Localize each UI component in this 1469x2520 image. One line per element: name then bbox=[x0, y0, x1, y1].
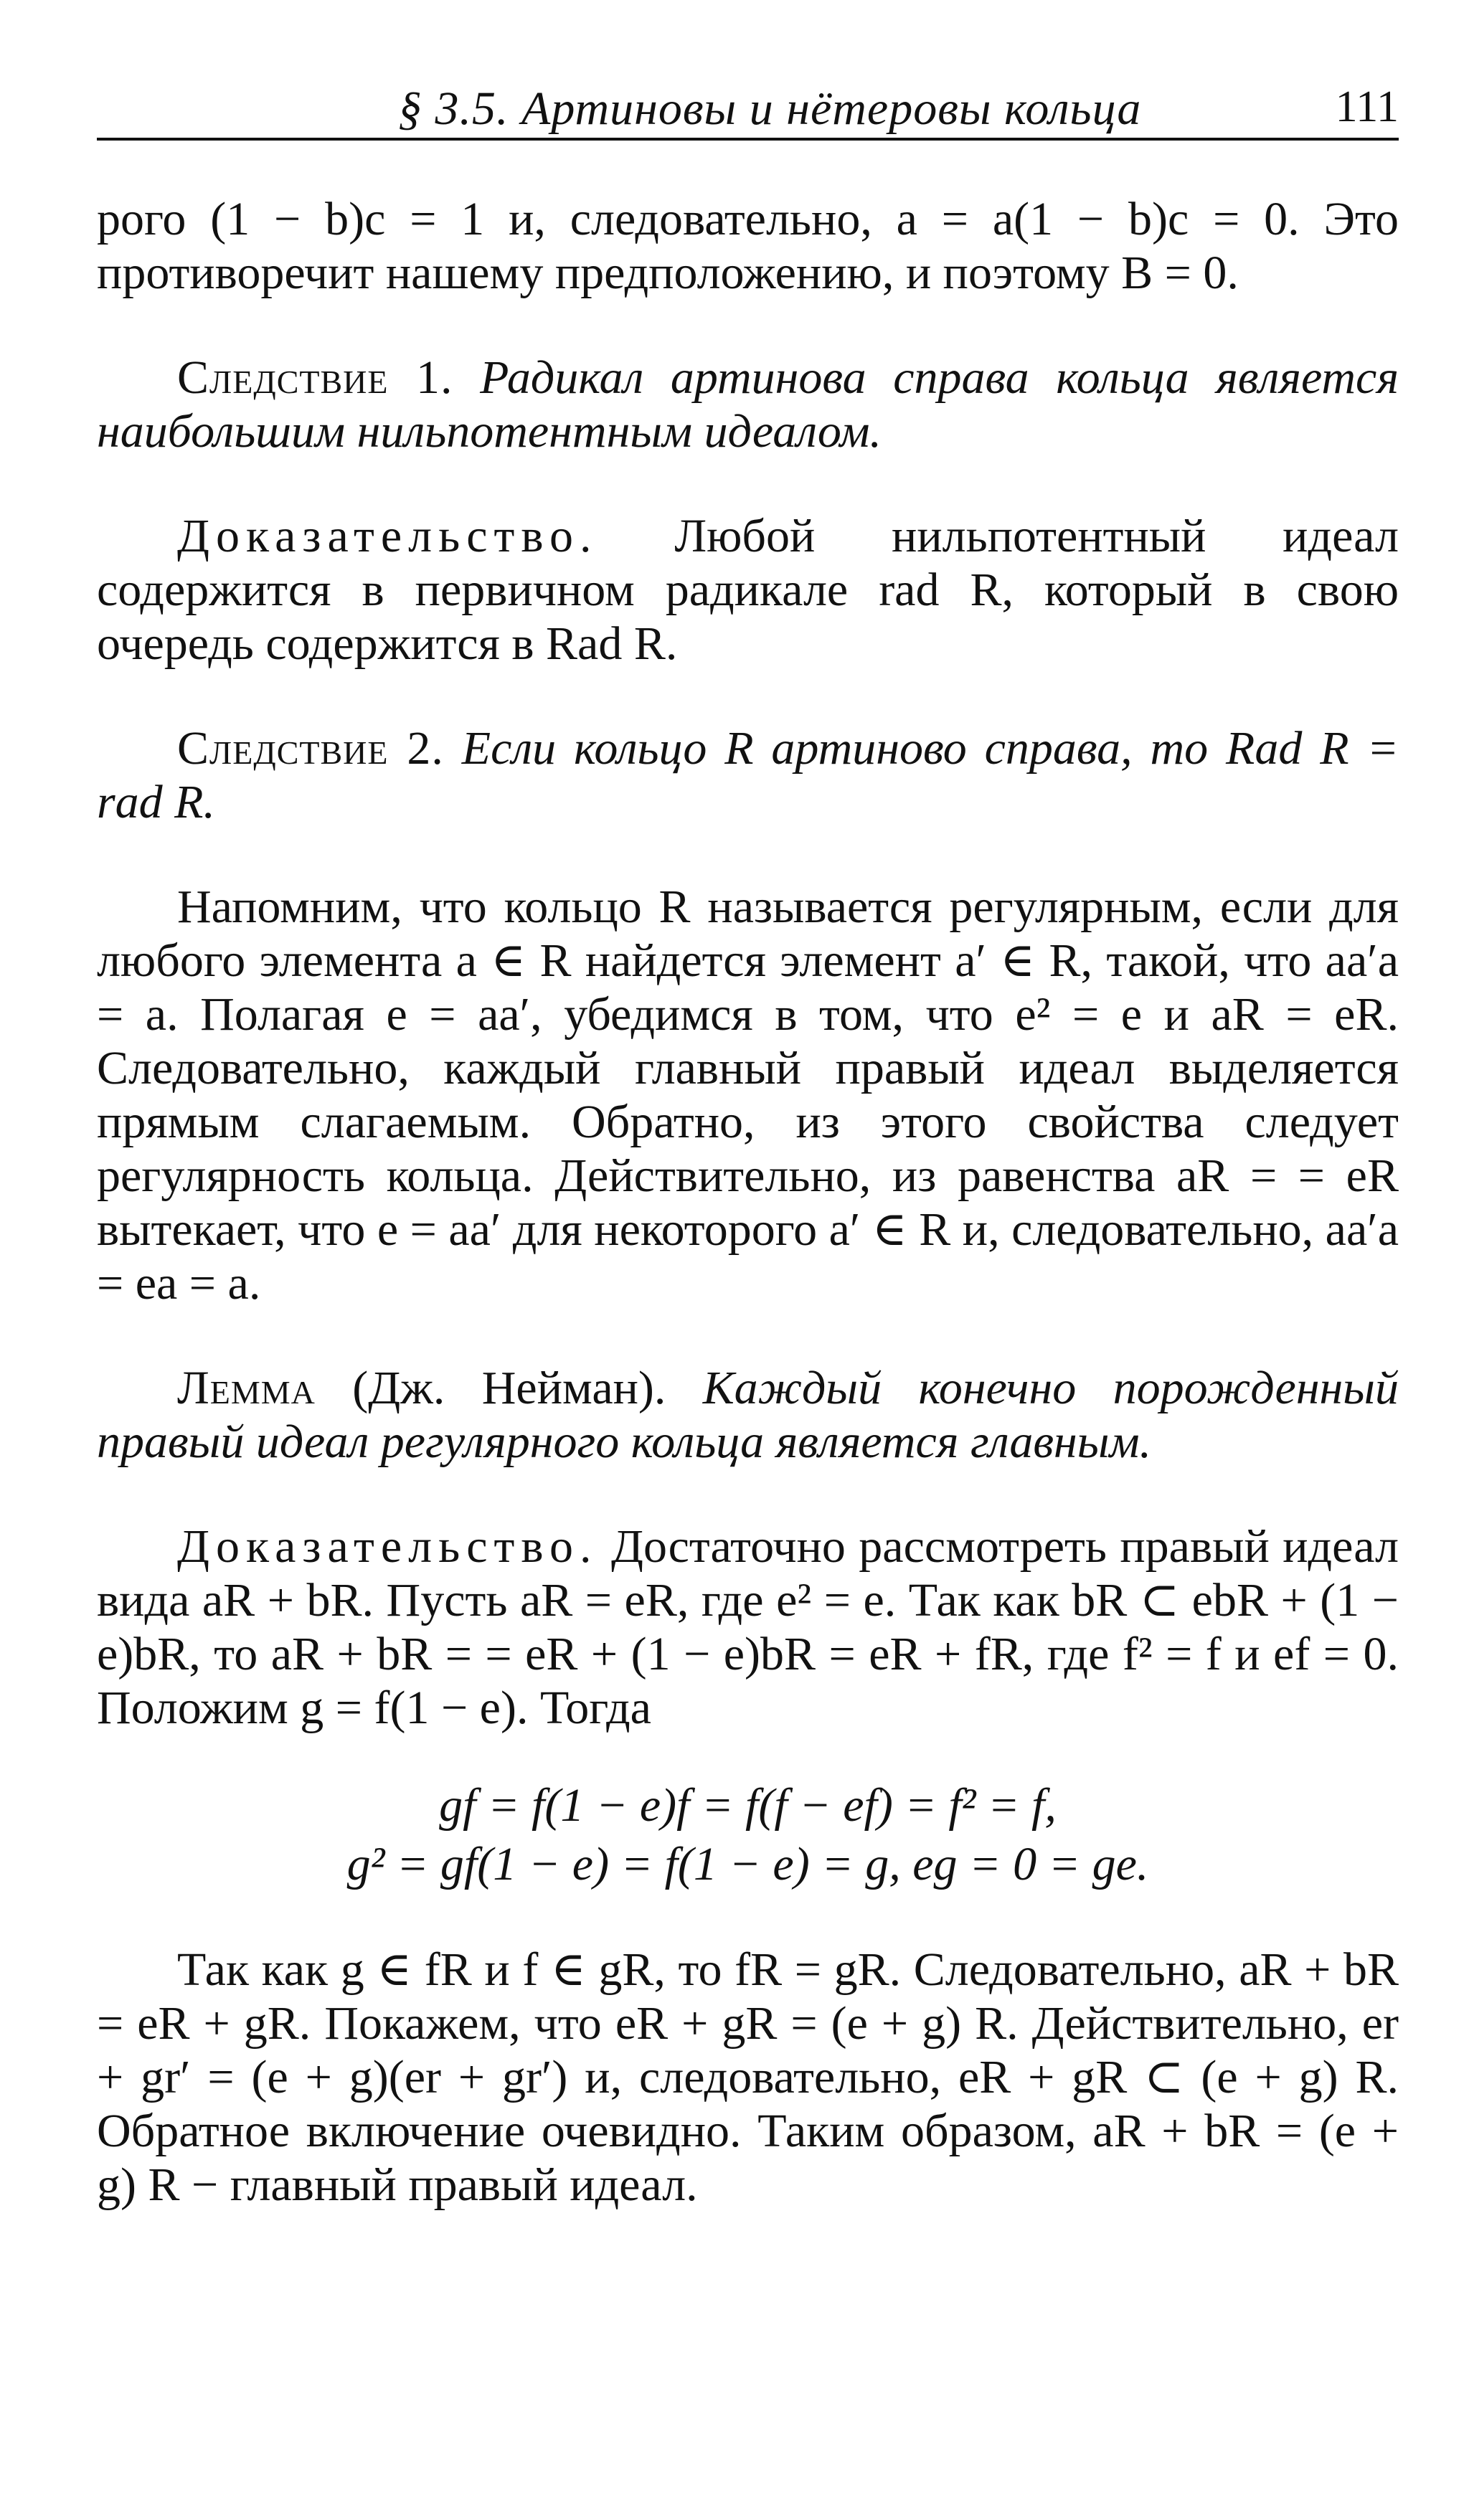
corollary-1-text: Радикал артинова справа кольца является наибольшим нильпотентным идеалом. bbox=[97, 351, 1399, 458]
final-paragraph bbox=[97, 1943, 1399, 2212]
running-title: § 3.5. Артиновы и нётеровы кольца bbox=[398, 82, 1142, 135]
header-rule bbox=[97, 138, 1399, 141]
display-equations bbox=[97, 1776, 1399, 1894]
regular-ring-paragraph bbox=[97, 880, 1399, 1310]
corollary-2 bbox=[97, 721, 1399, 829]
corollary-2-label: Следствие 2. bbox=[177, 722, 444, 775]
corollary-1-label: Следствие 1. bbox=[177, 351, 453, 404]
corollary-2-text: Если кольцо R артиново справа, то Rad R = rad R. bbox=[97, 722, 1399, 828]
lemma-text: Каждый конечно порожденный правый идеал регулярного кольца является главным. bbox=[97, 1362, 1399, 1468]
regular-ring-text: Напомним, что кольцо R называется регулярным, если для любого элемента a ∈ R найдется элемент a′ ∈ R, такой, что aa′a = a. Полагая e = aa′, убедимся в том, что e² = e и aR = eR. Следовательно, каждый главный правый идеал выделяется прямым слагаемым. Обратно, из этого свойства следует регулярность кольца. Действительно, из равенства aR = = eR вытекает, что e = aa′ для некоторого a′ ∈ R и, следовательно, aa′a = ea = a. bbox=[97, 881, 1399, 1309]
page-body bbox=[97, 192, 1399, 2263]
proof-1-text: Любой нильпотентный идеал содержится в первичном радикале rad R, который в свою очередь содержится в Rad R. bbox=[97, 510, 1399, 670]
proof-1-label: Доказательство. bbox=[177, 510, 598, 562]
lemma-label: Лемма bbox=[177, 1362, 316, 1414]
display-equation-1: gf = f(1 − e)f = f(f − ef) = f² = f, bbox=[439, 1779, 1057, 1832]
continuation-text: рого (1 − b)c = 1 и, следовательно, a = a(1 − b)c = 0. Это противоречит нашему предположению, и поэтому B = 0. bbox=[97, 193, 1399, 299]
paragraph-continuation bbox=[97, 192, 1399, 300]
lemma-author: (Дж. Нейман). bbox=[352, 1362, 666, 1414]
proof-1 bbox=[97, 509, 1399, 671]
lemma bbox=[97, 1361, 1399, 1469]
display-equation-2: g² = gf(1 − e) = f(1 − e) = g, eg = 0 = ge. bbox=[346, 1838, 1149, 1890]
proof-2-label: Доказательство. bbox=[177, 1520, 598, 1573]
final-text: Так как g ∈ fR и f ∈ gR, то fR = gR. Следовательно, aR + bR = eR + gR. Покажем, что eR + gR = (e + g) R. Действительно, er + gr′ = (e + g)(er + gr′) и, следовательно, eR + gR ⊂ (e + g) R. Обратное включение очевидно. Таким образом, aR + bR = (e + g) R − главный правый идеал. bbox=[97, 1943, 1399, 2211]
proof-2 bbox=[97, 1520, 1399, 1735]
page-header bbox=[97, 77, 1399, 135]
corollary-1 bbox=[97, 351, 1399, 458]
page-number: 111 bbox=[1335, 82, 1399, 131]
proof-2-text: Достаточно рассмотреть правый идеал вида aR + bR. Пусть aR = eR, где e² = e. Так как bR ⊂ ebR + (1 − e)bR, то aR + bR = = eR + (1 − e)bR = eR + fR, где f² = f и ef = 0. Положим g = f(1 − e). Тогда bbox=[97, 1520, 1399, 1734]
